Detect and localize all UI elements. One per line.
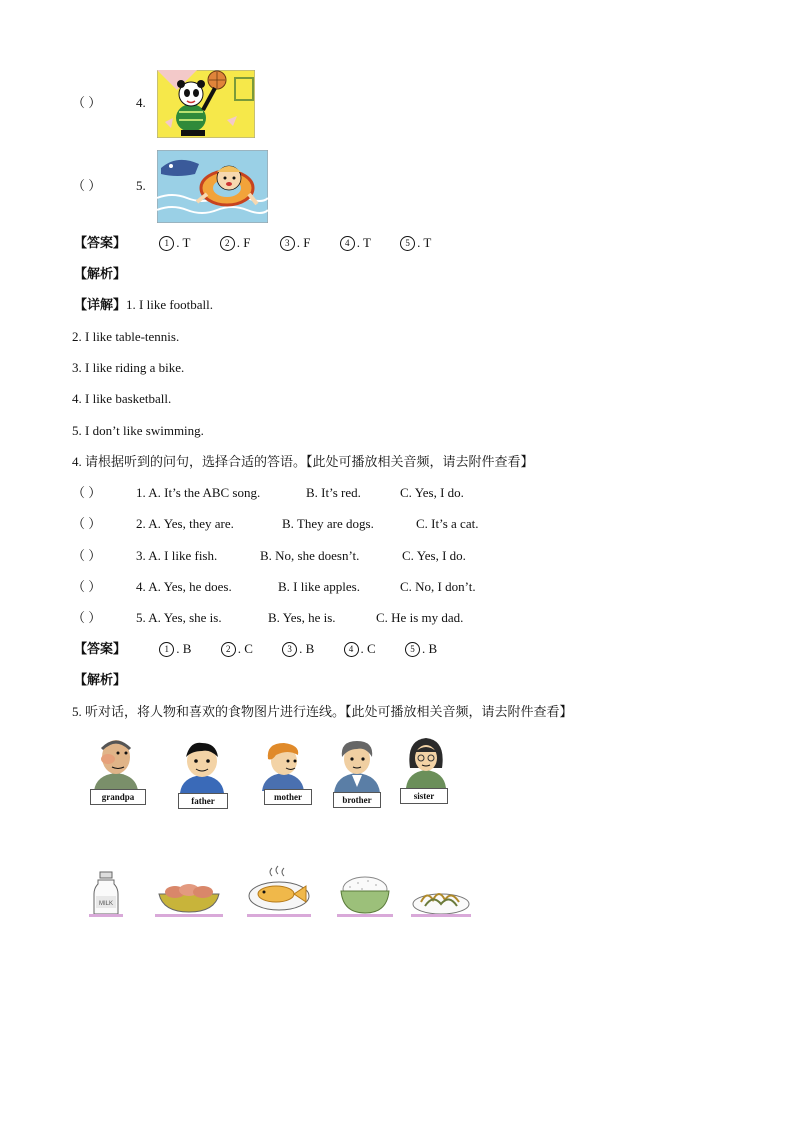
circled-number: 4: [344, 642, 359, 657]
circled-number: 3: [282, 642, 297, 657]
answer-paren: （ ）: [72, 95, 102, 110]
q3-answer-row: [74, 235, 457, 251]
q3-item-5: [72, 178, 146, 194]
answer-4: [340, 235, 371, 251]
noodles-plate-picture: [411, 880, 471, 916]
circled-number: 3: [280, 236, 295, 251]
meat-bowl-picture: [155, 880, 223, 916]
answer-2: [220, 235, 251, 251]
option-a: 4. A. Yes, he does.: [136, 579, 232, 594]
q3-analysis-label: 【解析】: [74, 266, 127, 281]
meat-underline: [155, 914, 223, 917]
circled-number: 5: [405, 642, 420, 657]
option-b: B. No, she doesn’t.: [260, 548, 360, 563]
answer-label: 【答案】: [74, 235, 127, 250]
answer-5: [405, 641, 437, 657]
option-b: B. Yes, he is.: [268, 610, 336, 625]
q5-title: 5. 听对话，将人物和喜欢的食物图片进行连线。【此处可播放相关音频，请去附件查看】: [72, 704, 573, 719]
q3-detail-4: 4. I like basketball.: [72, 391, 172, 406]
q3-detail-3: 3. I like riding a bike.: [72, 360, 185, 375]
answer-value: . B: [176, 641, 192, 656]
label-mother: mother: [264, 789, 312, 805]
detail-label: 【详解】: [74, 297, 127, 312]
fish-plate-picture: [246, 864, 312, 916]
option-a: 1. A. It’s the ABC song.: [136, 485, 261, 500]
answer-value: . C: [360, 641, 376, 656]
answer-2: [221, 641, 253, 657]
circled-number: 2: [220, 236, 235, 251]
label-brother: brother: [333, 792, 381, 808]
circled-number: 4: [340, 236, 355, 251]
fish-underline: [247, 914, 311, 917]
option-a: 5. A. Yes, she is.: [136, 610, 222, 625]
brother-figure: [330, 737, 384, 793]
milk-label: MILK: [98, 901, 114, 907]
answer-1: [159, 641, 191, 657]
grandpa-figure: [88, 737, 144, 791]
q3-detail-1: [74, 297, 213, 313]
circled-number: 1: [159, 236, 174, 251]
answer-paren: （ ）: [72, 178, 102, 193]
q4-analysis-label: 【解析】: [74, 672, 127, 687]
answer-value: . T: [356, 235, 371, 250]
mother-figure: [258, 741, 308, 791]
q4-item-3: [72, 548, 466, 564]
option-a: 3. A. I like fish.: [136, 548, 218, 563]
option-c: C. No, I don’t.: [400, 579, 476, 594]
label-father: father: [178, 793, 228, 809]
answer-value: . F: [296, 235, 311, 250]
answer-value: . T: [176, 235, 191, 250]
answer-paren: （ ）: [72, 485, 102, 500]
answer-paren: （ ）: [72, 610, 102, 625]
option-b: B. It’s red.: [306, 485, 361, 500]
q4-item-4: [72, 579, 476, 595]
q3-detail-2: 2. I like table-tennis.: [72, 329, 180, 344]
rice-bowl-picture: [337, 873, 393, 916]
q3-detail-5: 5. I don’t like swimming.: [72, 423, 204, 438]
answer-3: [282, 641, 314, 657]
q4-answer-row: [74, 641, 463, 657]
answer-value: . C: [237, 641, 253, 656]
circled-number: 5: [400, 236, 415, 251]
q3-item-4: [72, 95, 146, 111]
milk-underline: [89, 914, 123, 917]
answer-paren: （ ）: [72, 516, 102, 531]
sister-figure: [402, 734, 450, 788]
answer-value: . B: [299, 641, 315, 656]
q4-item-5: [72, 610, 463, 626]
q4-item-2: [72, 516, 478, 532]
q4-title: 4. 请根据听到的问句，选择合适的答语。【此处可播放相关音频，请去附件查看】: [72, 454, 534, 469]
circled-number: 2: [221, 642, 236, 657]
father-figure: [176, 741, 228, 793]
option-c: C. It’s a cat.: [416, 516, 479, 531]
girl-swimming-picture: [157, 150, 268, 223]
answer-paren: （ ）: [72, 548, 102, 563]
option-c: C. He is my dad.: [376, 610, 464, 625]
item-number: 5.: [136, 178, 146, 193]
option-b: B. They are dogs.: [282, 516, 374, 531]
detail-text: 1. I like football.: [126, 297, 214, 312]
answer-value: . T: [417, 235, 432, 250]
answer-5: [400, 235, 431, 251]
answer-label: 【答案】: [74, 641, 127, 656]
milk-bottle-picture: [90, 870, 122, 916]
rice-underline: [337, 914, 393, 917]
panda-basketball-picture: [157, 70, 255, 138]
answer-paren: （ ）: [72, 579, 102, 594]
item-number: 4.: [136, 95, 146, 110]
q4-item-1: [72, 485, 464, 501]
label-grandpa: grandpa: [90, 789, 146, 805]
option-a: 2. A. Yes, they are.: [136, 516, 234, 531]
option-c: C. Yes, I do.: [402, 548, 466, 563]
answer-1: [159, 235, 190, 251]
answer-4: [344, 641, 376, 657]
option-c: C. Yes, I do.: [400, 485, 464, 500]
answer-3: [280, 235, 311, 251]
noodles-underline: [411, 914, 471, 917]
answer-value: . F: [236, 235, 251, 250]
option-b: B. I like apples.: [278, 579, 360, 594]
label-sister: sister: [400, 788, 448, 804]
answer-value: . B: [421, 641, 438, 656]
circled-number: 1: [159, 642, 174, 657]
